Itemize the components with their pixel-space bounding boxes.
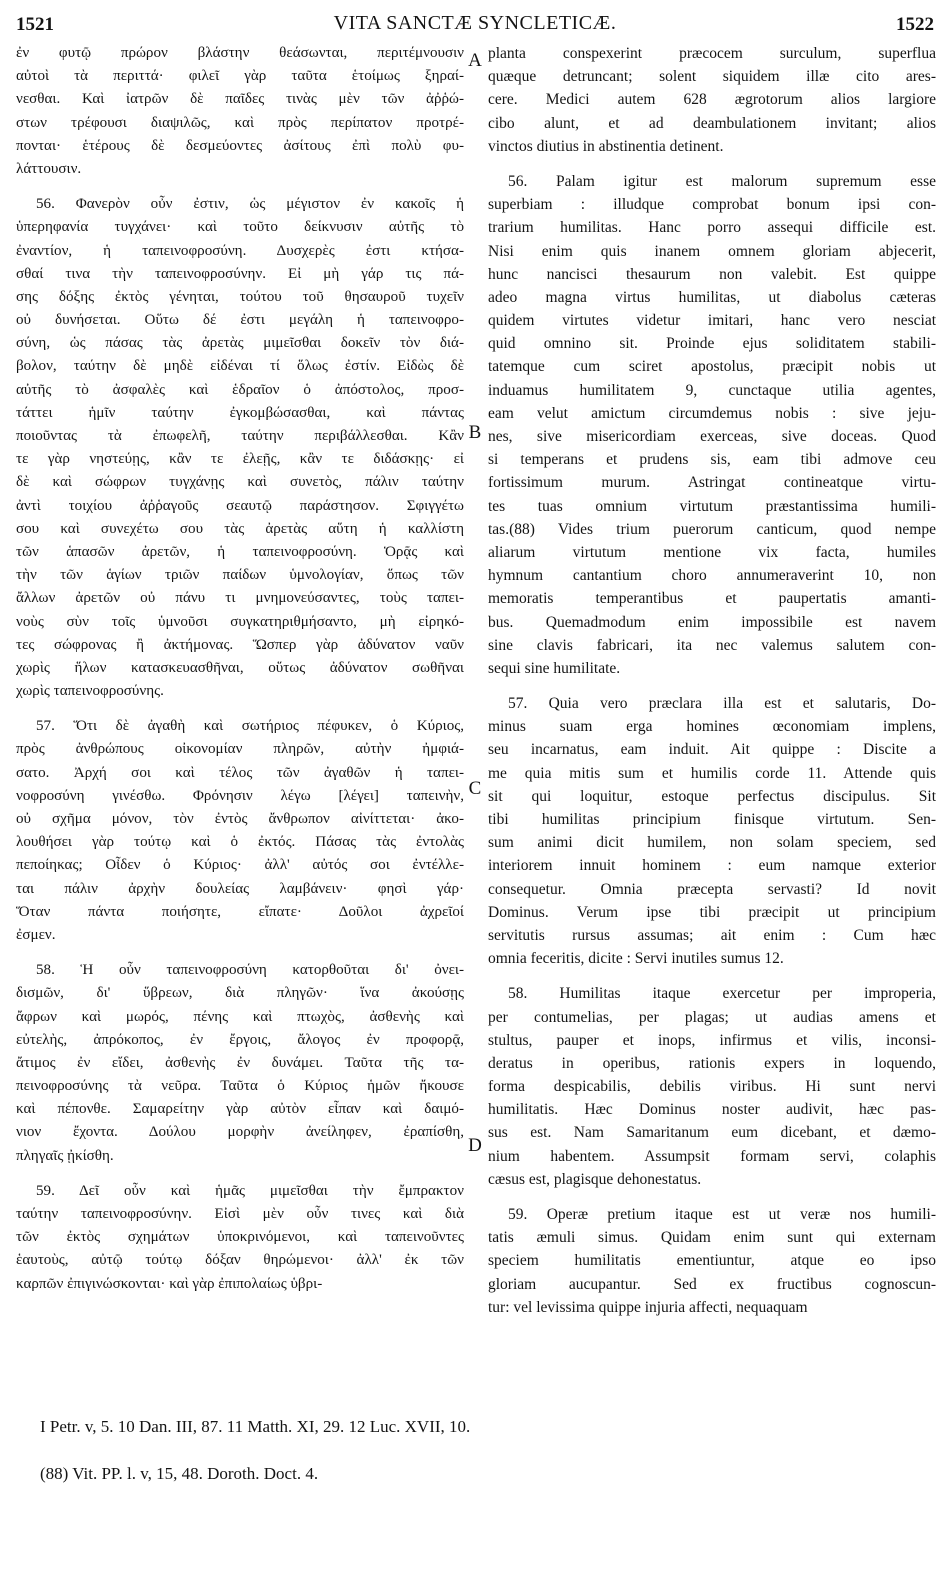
latin-text-line: nes, sive misericordiam exerceas, sive doceas. Quod: [488, 428, 936, 445]
greek-text-line: οὐ σχῆμα μόνον, τὸν ἐντὸς ἄνθρωπον αἰνίττεται· ἀκο-: [16, 811, 464, 827]
latin-text-line: forma despicabilis, debilis viribus. Hi sunt nervi: [488, 1078, 936, 1096]
latin-text-line: seu incarnatus, eam induit. Ait quippe : Discite a: [488, 741, 936, 759]
greek-text-line: αὐτοὶ τὰ περιττά· φιλεῖ γὰρ ταῦτα ἑτοίμως ξηραί-: [16, 68, 464, 85]
greek-text-line: δισμῶν, δι' ὕβρεων, διὰ πληγῶν· ἵνα ἀκούσῃς: [16, 985, 464, 1002]
greek-text-line: σης δόξης ἐκτὸς γένηται, τούτου τοῦ θησαυροῦ τυχεῖν: [16, 288, 464, 305]
greek-text-line: σου καὶ συνεχέτω σου τὰς ἀρετὰς αὕτη ἡ καλλίστη: [16, 520, 464, 537]
greek-text-line: ποιοῦντας τὰ ἐπωφελῆ, ταύτην περιβάλλεσθαι. Κἂν: [16, 428, 464, 444]
greek-text-line: ἄλλων ἀρετῶν οὐ πάνυ τι μνημονεύσαντες, τοὺς ταπει-: [16, 590, 464, 607]
greek-text-line: χωρὶς ἥλων κατασκευασθῆναι, οὕτως ἀδύνατον σωθῆναι: [16, 659, 464, 676]
latin-text-line: consequetur. Omnia præcepta servasti? Id novit: [488, 880, 936, 898]
latin-text-line: bus. Quemadmodum enim impossibile est navem: [488, 613, 936, 631]
latin-text-line: hymnum cantantium choro annumeraverint 10, non: [488, 567, 936, 585]
greek-text-line: ἐσμεν.: [16, 926, 56, 943]
latin-text-line: tas.(88) Vides trium puerorum canticum, quod nempe: [488, 520, 936, 538]
page-number-right: 1522: [896, 14, 934, 35]
greek-text-line: πονται· ἑτέρους δὲ δεσμεύοντες ἀσίτους ἐπὶ πολὺ φυ-: [16, 137, 464, 154]
latin-text-line: sequi sine humilitate.: [488, 659, 621, 677]
latin-text-line: tes tuas omnium virtutum præstantissima humili-: [488, 497, 936, 515]
latin-text-line: Nisi enim quis inanem omnem gloriam abjecerit,: [488, 242, 936, 260]
greek-text-line: τῶν ἁπασῶν ἀρετῶν, ἡ ταπεινοφροσύνη. Ὁρᾷς καὶ: [16, 543, 464, 560]
greek-text-line: ἑαυτοὺς, αὐτῷ τούτῳ δόξαν θηρώμενοι· ἀλλ' ἐκ τῶν: [16, 1252, 464, 1269]
greek-text-line: 57. Ὅτι δὲ ἀγαθὴ καὶ σωτήριος πέφυκεν, ὁ Κύριος,: [36, 718, 464, 735]
margin-letter-a: A: [468, 50, 482, 71]
greek-text-line: τες σώφρονας ἢ ἀκτήμονας. Ὥσπερ γὰρ ἀδύνατον ναῦν: [16, 636, 464, 653]
greek-text-line: δὲ καὶ σώφρων τυγχάνῃς καὶ συνετὸς, πάλιν ταύτην: [16, 474, 464, 491]
latin-text-line: speciem humilitatis ementiuntur, atque eo ipso: [488, 1252, 936, 1270]
greek-text-line: οὐ δυνήσεται. Οὕτω δέ ἐστι μεγάλη ἡ ταπεινοφρο-: [16, 312, 464, 329]
latin-text-line: cibo alunt, et ad deambulationem invitant; alios: [488, 114, 936, 132]
latin-text-line: si temperans et prudens sis, eam tibi admove ceu: [488, 451, 936, 469]
latin-text-line: memoratis temperantibus et paupertatis amanti-: [488, 590, 936, 608]
latin-text-line: me quia mitis sum et humilis corde 11. Attende quis: [488, 764, 936, 782]
greek-text-line: νοὺς σὺν τοῖς ὑμνοῦσι συγκατηριθμήσαντο, μὴ εἰρηκό-: [16, 613, 464, 630]
greek-text-line: νιον ἔχοντα. Δούλου μορφὴν ἀνείληφεν, ἐραπίσθη,: [16, 1124, 464, 1141]
latin-text-line: quid omnino sit. Proinde ejus soliditatem stabili-: [488, 335, 936, 353]
latin-text-line: superbiam : illudque comprobat bonum ipsi con-: [488, 196, 936, 214]
footnote-sources: (88) Vit. PP. l. v, 15, 48. Doroth. Doct. 4.: [40, 1464, 319, 1483]
greek-text-line: καρπῶν ἐπιγινώσκονται· καὶ γὰρ ἐπιπολαίως ὑβρι-: [16, 1275, 323, 1292]
latin-text-line: 58. Humilitas itaque exercetur per improperia,: [508, 985, 936, 1003]
latin-text-line: humilitatis. Hæc Dominus noster audivit, hæc pas-: [488, 1101, 936, 1119]
greek-text-line: σατο. Ἀρχή σοι καὶ τέλος τῶν ἀγαθῶν ἡ ταπει-: [16, 764, 464, 781]
latin-text-line: per contumelias, per plagas; ut audias amens et: [488, 1008, 936, 1026]
greek-text-line: τὴν τῶν ἁγίων τριῶν παίδων ὑμνολογίαν, ὅπως τῶν: [16, 567, 464, 584]
greek-text-line: τῶν ἐκτὸς σχημάτων ὑποκρινόμενοι, καὶ ταπεινοῦντες: [16, 1229, 464, 1246]
latin-text-line: trarium humilitas. Hanc porro assequi difficile est.: [488, 219, 936, 237]
greek-text-line: νοφροσύνη γινέσθω. Φρόνησιν λέγω [λέγει] ταπεινὴν,: [16, 787, 464, 804]
latin-text-line: tur: vel levissima quippe injuria affecti, nequaquam: [488, 1298, 808, 1316]
latin-text-line: hunc nancisci thesaurum non valebit. Est quippe: [488, 265, 936, 283]
greek-text-line: εὐτελὴς, ἀπρόκοπος, ἐν ἔργοις, ἄλογος ἐν προφορᾷ,: [16, 1031, 464, 1048]
greek-text-line: ἄτιμος ἐν εἴδει, ἀσθενὴς ἐν δυνάμει. Ταῦτα τῆς τα-: [16, 1054, 464, 1071]
latin-text-line: 57. Quia vero præclara illa est et salutaris, Do-: [508, 695, 936, 713]
greek-text-line: στων τρέφουσι διαψιλῶς, καὶ πρὸς περίπατον προτρέ-: [16, 114, 464, 131]
latin-text-line: tatis æmuli simus. Quidam enim sunt qui externam: [488, 1229, 936, 1247]
latin-text-line: eam velut amictum circumdemus nobis : sive jeju-: [488, 404, 936, 422]
latin-text-line: sum animi dicit humilem, non solam speciem, sed: [488, 834, 936, 852]
latin-text-line: tibi humilitas principium finisque virtutum. Sen-: [488, 811, 936, 828]
latin-text-line: gloriam aucupantur. Sed ex fructibus cognoscun-: [488, 1275, 936, 1293]
latin-text-line: quidem virtutes videtur imitari, hanc vero nesciat: [488, 312, 936, 330]
greek-text-line: καὶ πέπονθε. Σαμαρείτην γὰρ αὐτὸν εἶπαν καὶ δαιμό-: [16, 1101, 464, 1118]
greek-text-line: χωρὶς ταπεινοφροσύνης.: [16, 683, 164, 700]
greek-text-line: ὑπερηφανία τυγχάνει· καὶ τοῦτο δείκνυσιν αὐτῆς τὸ: [16, 219, 464, 236]
greek-text-line: σθαί τινα τὴν ταπεινοφροσύνην. Εἰ μὴ γάρ τις πά-: [16, 265, 464, 282]
margin-letter-d: D: [468, 1135, 482, 1156]
greek-text-line: ταύτην ταπεινοφροσύνην. Εἰσὶ μὲν οὖν τινες καὶ διὰ: [16, 1206, 464, 1222]
latin-text-line: interiorem innuit hominem : eum namque exterior: [488, 857, 936, 875]
greek-text-line: πεινοφροσύνης τὰ νεῦρα. Ταῦτα ὁ Κύριος ἡμῶν ἤκουσε: [16, 1078, 464, 1095]
latin-text-line: servitutis rursus assumas; ait enim : Cum hæc: [488, 926, 936, 944]
latin-text-line: sine clavis fabricari, ita nec valemus salutem con-: [488, 636, 936, 654]
greek-text-line: αὐτῆς τὸ ἀσφαλὲς καὶ ἑδραῖον ὁ ἀπόστολος, προσ-: [16, 381, 464, 398]
greek-text-line: λουθήσει γὰρ τούτῳ καὶ ὁ ἐκτός. Πάσας τὰς ἐντολὰς: [16, 834, 464, 851]
latin-text-line: sit qui loquitur, estoque perfectus discipulus. Sit: [488, 787, 936, 805]
greek-text-line: πεποίηκας; Οἶδεν ὁ Κύριος· ἀλλ' αὐτός σοι ἐντέλλε-: [16, 857, 464, 874]
greek-text-line: τάττει ἡμῖν ταύτην ἐγκομβώσασθαι, καὶ πάντας: [16, 404, 464, 421]
greek-text-line: πληγαῖς ᾐκίσθη.: [16, 1147, 114, 1164]
page-number-left: 1521: [16, 14, 54, 35]
greek-text-line: Ὅταν πάντα ποιήσητε, εἴπατε· Δοῦλοι ἀχρεῖοί: [16, 903, 464, 920]
greek-text-line: τε γὰρ νηστεύῃς, κἂν τε ἐλεῇς, κἂν τε διδάσκῃς· εἰ: [16, 451, 464, 468]
greek-text-line: πρὸς ἀνθρώπους οἰκονομίαν πληρῶν, αὐτὴν ἠμφιά-: [16, 741, 464, 758]
margin-letter-c: C: [468, 778, 482, 799]
greek-text-line: 56. Φανερὸν οὖν ἐστιν, ὡς μέγιστον ἐν κακοῖς ἡ: [36, 196, 464, 213]
latin-text-line: quæque detruncant; solent siquidem illæ cito ares-: [488, 68, 936, 86]
margin-letter-b: B: [468, 422, 482, 443]
latin-text-line: tatemque cum sciret apostolus, præcipit nobis ut: [488, 358, 936, 376]
latin-text-line: nium habentem. Assumpsit formam servi, colaphis: [488, 1147, 936, 1165]
greek-text-line: 58. Ἡ οὖν ταπεινοφροσύνη κατορθοῦται δι' ὀνει-: [36, 962, 464, 979]
greek-text-line: ἄφρων καὶ μωρός, πένης καὶ πτωχὸς, ἀσθενὴς καὶ: [16, 1008, 464, 1025]
latin-text-line: stultus, pauper et inops, infirmus et vilis, inconsi-: [488, 1031, 936, 1049]
latin-text-line: sus est. Nam Samaritanum eum dicebant, et dæmo-: [488, 1124, 936, 1142]
latin-text-line: minus suam erga homines œconomiam implens,: [488, 718, 936, 736]
greek-text-line: ἐναντίον, ἡ ταπεινοφροσύνη. Δυσχερὲς ἐστι κτήσα-: [16, 242, 464, 259]
running-title: VITA SANCTÆ SYNCLETICÆ.: [333, 12, 617, 34]
latin-column: [488, 42, 936, 1319]
running-header: [10, 4, 940, 38]
greek-text-line: ται πάλιν ἀρχὴν δουλείας λαμβάνειν· φησὶ γάρ·: [16, 880, 464, 897]
footnote-references: I Petr. v, 5. 10 Dan. III, 87. 11 Matth. XI, 29. 12 Luc. XVII, 10.: [40, 1417, 471, 1436]
latin-text-line: cæsus est, plagisque dehonestatus.: [488, 1170, 702, 1188]
latin-text-line: planta conspexerint præcocem surculum, superflua: [488, 45, 936, 62]
greek-text-line: σύνη, ὡς πάσας τὰς ἀρετὰς μιμεῖσθαι δοκεῖν τὸν διά-: [16, 335, 464, 352]
greek-text-line: ἐν φυτῷ πρώρον βλάστην θεάσωνται, περιτέμνουσιν: [16, 45, 464, 61]
latin-text-line: omnia feceritis, dicite : Servi inutiles sumus 12.: [488, 950, 784, 968]
greek-column: [16, 42, 464, 1296]
latin-text-line: induamus humilitatem 9, cunctaque utilia agentes,: [488, 381, 936, 399]
latin-text-line: 56. Palam igitur est malorum supremum esse: [508, 172, 936, 190]
greek-text-line: λάττουσιν.: [16, 160, 82, 177]
latin-text-line: fortissimum murum. Astringat contineatque virtu-: [488, 474, 936, 492]
greek-text-line: νεσθαι. Καὶ ἰατρῶν δὲ παῖδες τινὰς μὲν τῶν ἀῤῥώ-: [16, 91, 464, 108]
latin-text-line: cere. Medici autem 628 ægrotorum alios largiore: [488, 91, 936, 109]
latin-text-line: Dominus. Verum ipse tibi præcipit ut principium: [488, 903, 936, 921]
latin-text-line: aliarum virtutum mentione vix facta, humiles: [488, 543, 936, 561]
latin-text-line: vinctos diutius in abstinentia detinent.: [488, 137, 724, 155]
latin-text-line: 59. Operæ pretium itaque est ut veræ nos humili-: [508, 1206, 936, 1223]
greek-text-line: 59. Δεῖ οὖν καὶ ἡμᾶς μιμεῖσθαι τὴν ἔμπρακτον: [36, 1182, 464, 1199]
latin-text-line: deratus in operibus, rationis expers in loquendo,: [488, 1054, 936, 1072]
latin-text-line: adeo magna virtus humilitas, ut diabolus cæteras: [488, 288, 936, 306]
greek-text-line: βολον, ταύτην δὲ μηδὲ εἰδέναι τί ὅλως ἐστίν. Εἰδὼς δὲ: [16, 358, 464, 375]
greek-text-line: ἀντὶ τοιχίου ἀῤῥαγοῦς σεαυτῷ παράστησον. Σφιγγέτω: [16, 497, 464, 514]
